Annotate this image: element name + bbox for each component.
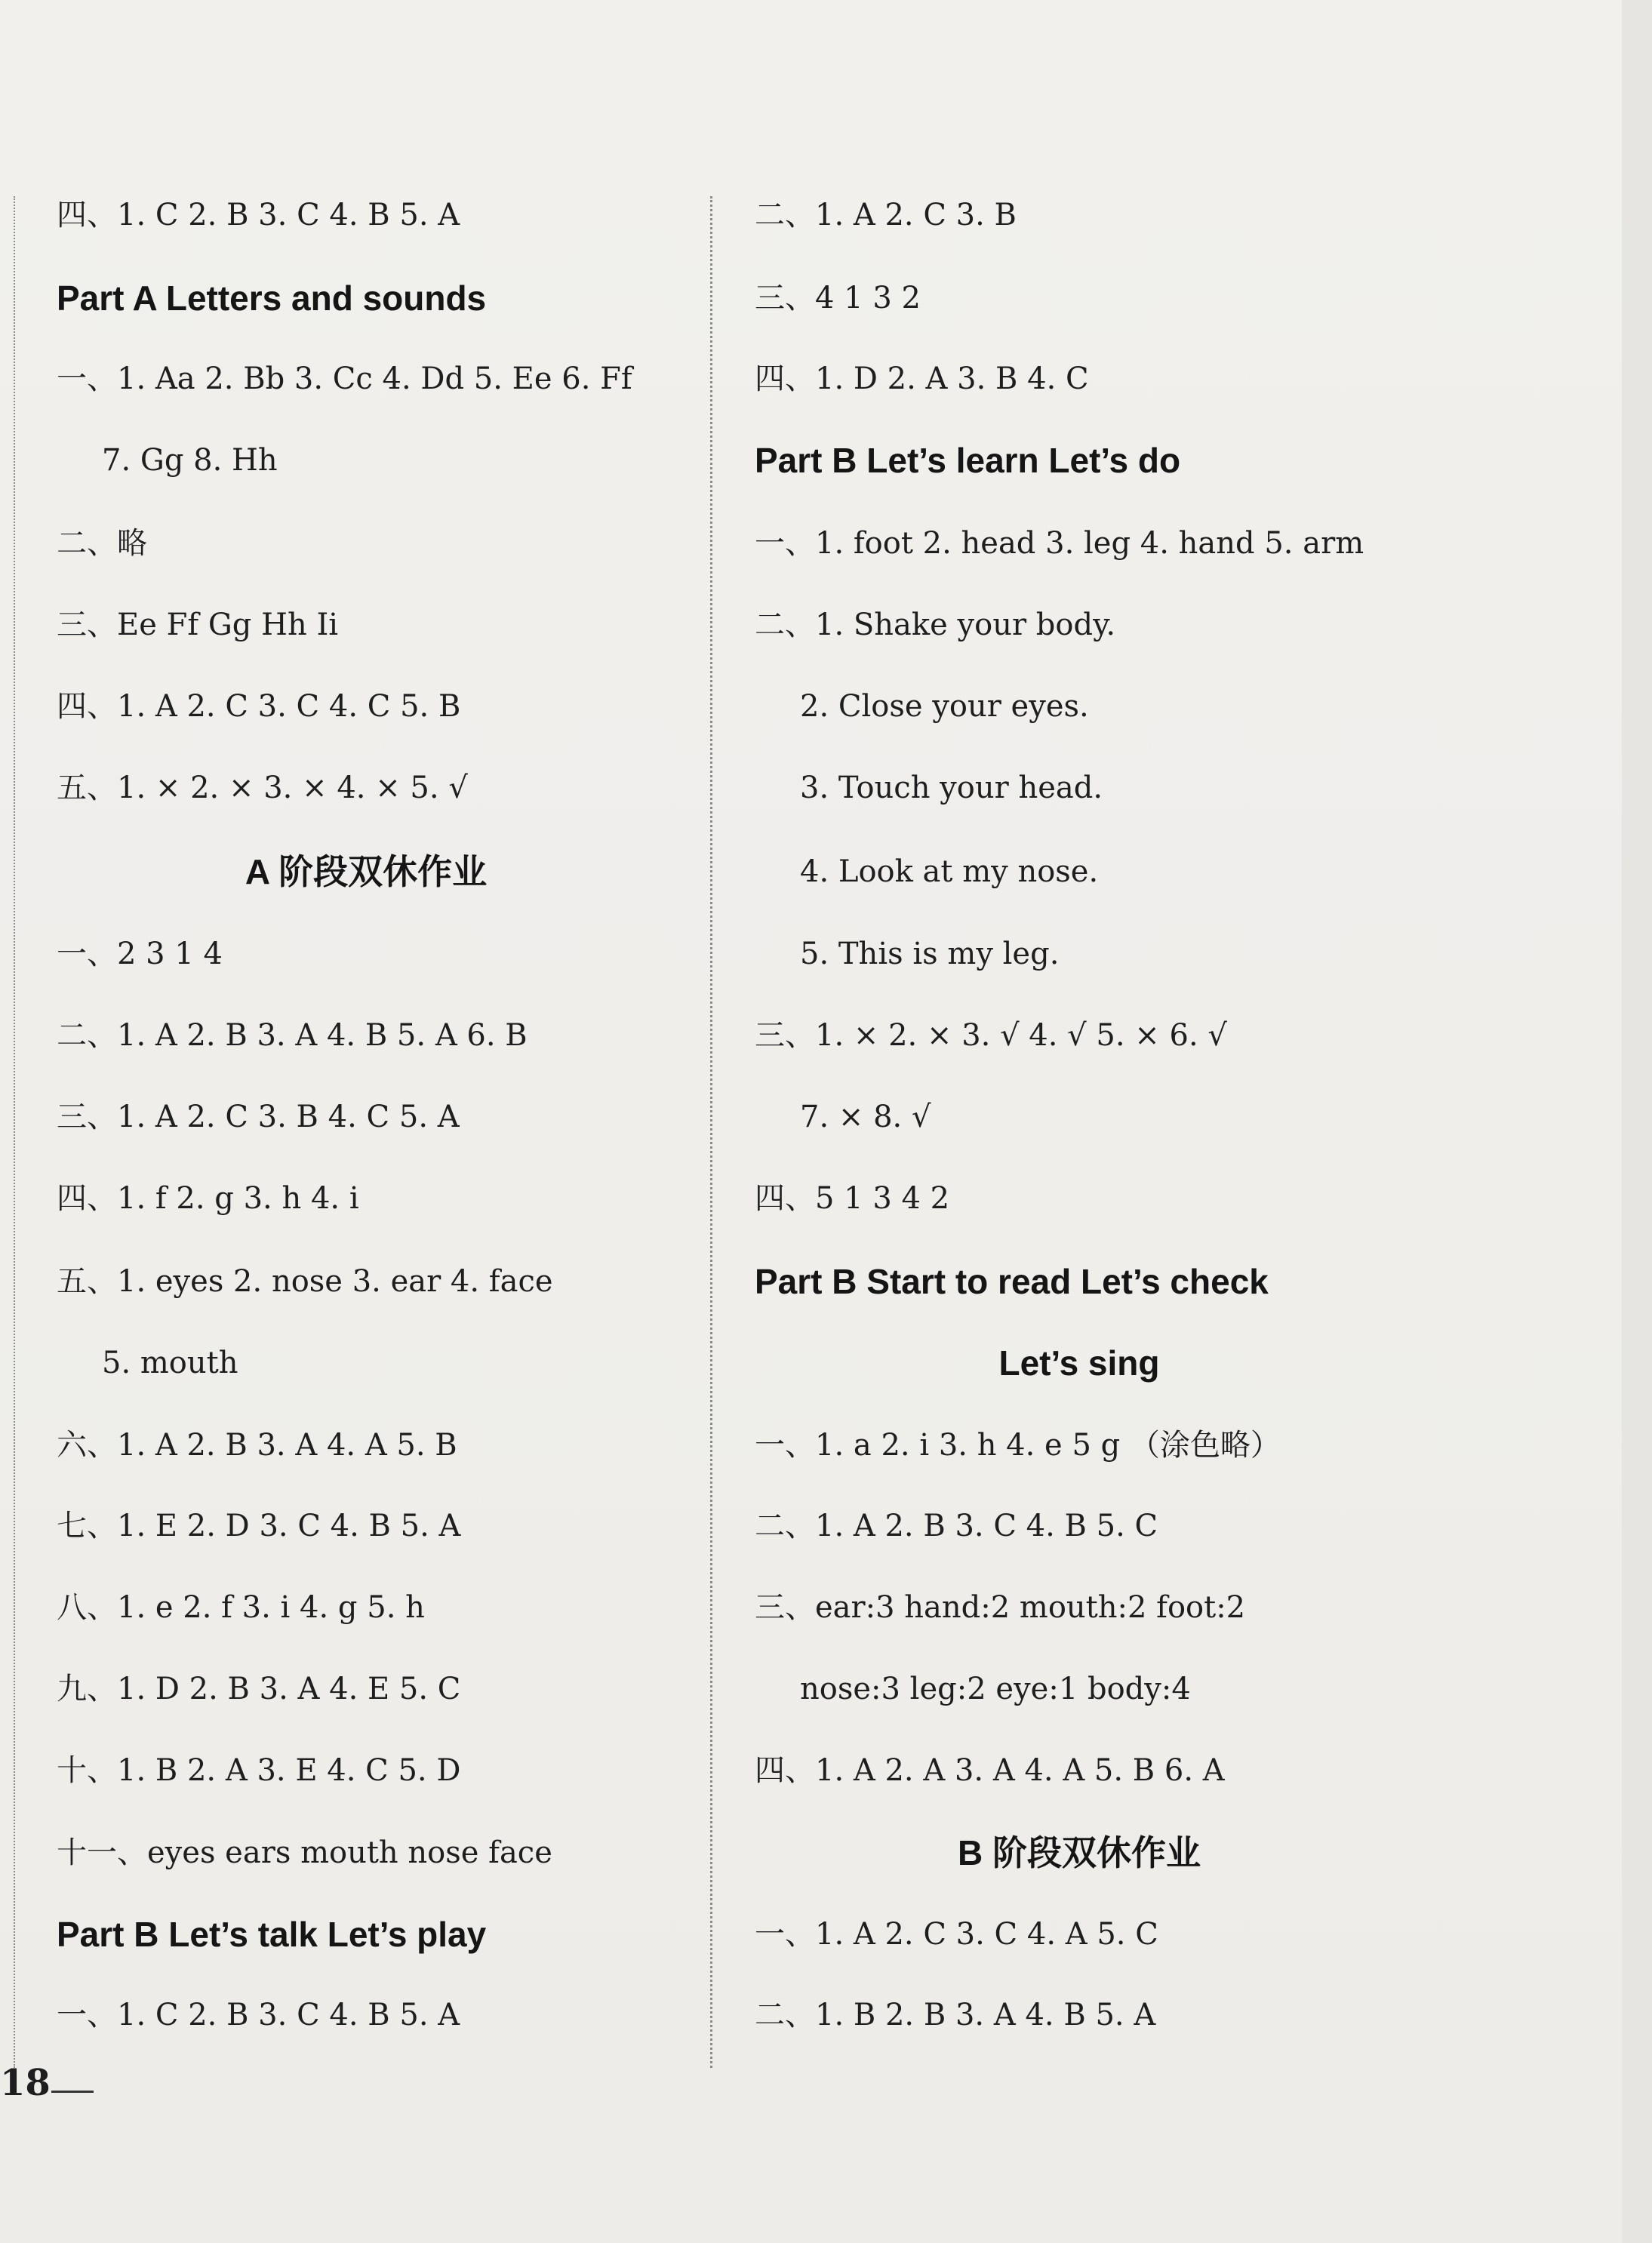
answer-line: 一、2 3 1 4 — [57, 937, 223, 971]
section-heading: Part B Let’s talk Let’s play — [57, 1915, 487, 1954]
answer-line: 三、Ee Ff Gg Hh Ii — [57, 608, 339, 642]
answer-line: 5. mouth — [102, 1346, 238, 1380]
answer-line: 三、ear:3 hand:2 mouth:2 foot:2 — [755, 1590, 1246, 1625]
answer-line: 四、1. D 2. A 3. B 4. C — [755, 362, 1089, 396]
column-divider — [710, 196, 712, 2068]
answer-line: 二、1. Shake your body. — [755, 608, 1116, 642]
answer-line: 七、1. E 2. D 3. C 4. B 5. A — [57, 1509, 461, 1543]
section-heading: B 阶段双休作业 — [958, 1833, 1201, 1872]
answer-line: 一、1. Aa 2. Bb 3. Cc 4. Dd 5. Ee 6. Ff — [57, 362, 632, 396]
page-number: 18 — [0, 2062, 51, 2104]
section-heading: Part B Let’s learn Let’s do — [755, 441, 1181, 480]
section-heading: Part A Letters and sounds — [57, 278, 487, 318]
answer-line: 7. × 8. √ — [800, 1100, 931, 1134]
answer-line: 一、1. foot 2. head 3. leg 4. hand 5. arm — [755, 526, 1364, 561]
answer-line: 五、1. eyes 2. nose 3. ear 4. face — [57, 1264, 553, 1299]
page-edge — [1622, 0, 1652, 2243]
answer-line: 五、1. × 2. × 3. × 4. × 5. √ — [57, 771, 468, 805]
answer-line: 九、1. D 2. B 3. A 4. E 5. C — [57, 1672, 461, 1706]
answer-line: 十一、eyes ears mouth nose face — [57, 1835, 552, 1870]
answer-line: 7. Gg 8. Hh — [102, 443, 278, 478]
page-number-dash — [51, 2091, 94, 2093]
answer-line: nose:3 leg:2 eye:1 body:4 — [800, 1672, 1191, 1706]
answer-line: 四、1. C 2. B 3. C 4. B 5. A — [57, 198, 460, 232]
answer-line: 3. Touch your head. — [800, 771, 1103, 805]
answer-line: 三、1. × 2. × 3. √ 4. √ 5. × 6. √ — [755, 1018, 1227, 1053]
answer-line: 2. Close your eyes. — [800, 689, 1089, 724]
answer-line: 十、1. B 2. A 3. E 4. C 5. D — [57, 1753, 461, 1788]
answer-line: 四、1. A 2. C 3. C 4. C 5. B — [57, 689, 461, 724]
left-margin-rule — [14, 196, 15, 2068]
answer-line: 八、1. e 2. f 3. i 4. g 5. h — [57, 1590, 425, 1625]
answer-line: 二、1. A 2. C 3. B — [755, 198, 1017, 232]
answer-line: 二、1. A 2. B 3. C 4. B 5. C — [755, 1509, 1158, 1543]
section-heading: A 阶段双休作业 — [245, 852, 488, 891]
answer-line: 5. This is my leg. — [800, 937, 1060, 971]
section-heading: Let’s sing — [998, 1343, 1160, 1383]
answer-line: 4. Look at my nose. — [800, 854, 1099, 889]
answer-line: 一、1. a 2. i 3. h 4. e 5 g （涂色略） — [755, 1428, 1281, 1463]
answer-line: 二、略 — [57, 526, 147, 561]
answer-line: 一、1. C 2. B 3. C 4. B 5. A — [57, 1998, 460, 2032]
section-heading: Part B Start to read Let’s check — [755, 1262, 1269, 1301]
answer-line: 六、1. A 2. B 3. A 4. A 5. B — [57, 1428, 457, 1463]
answer-line: 四、1. A 2. A 3. A 4. A 5. B 6. A — [755, 1753, 1225, 1788]
answer-line: 四、5 1 3 4 2 — [755, 1181, 950, 1216]
answer-line: 二、1. A 2. B 3. A 4. B 5. A 6. B — [57, 1018, 528, 1053]
answer-line: 三、1. A 2. C 3. B 4. C 5. A — [57, 1100, 460, 1134]
answer-line: 一、1. A 2. C 3. C 4. A 5. C — [755, 1917, 1158, 1952]
answer-line: 四、1. f 2. g 3. h 4. i — [57, 1181, 359, 1216]
answer-line: 三、4 1 3 2 — [755, 281, 921, 315]
answer-line: 二、1. B 2. B 3. A 4. B 5. A — [755, 1998, 1156, 2032]
